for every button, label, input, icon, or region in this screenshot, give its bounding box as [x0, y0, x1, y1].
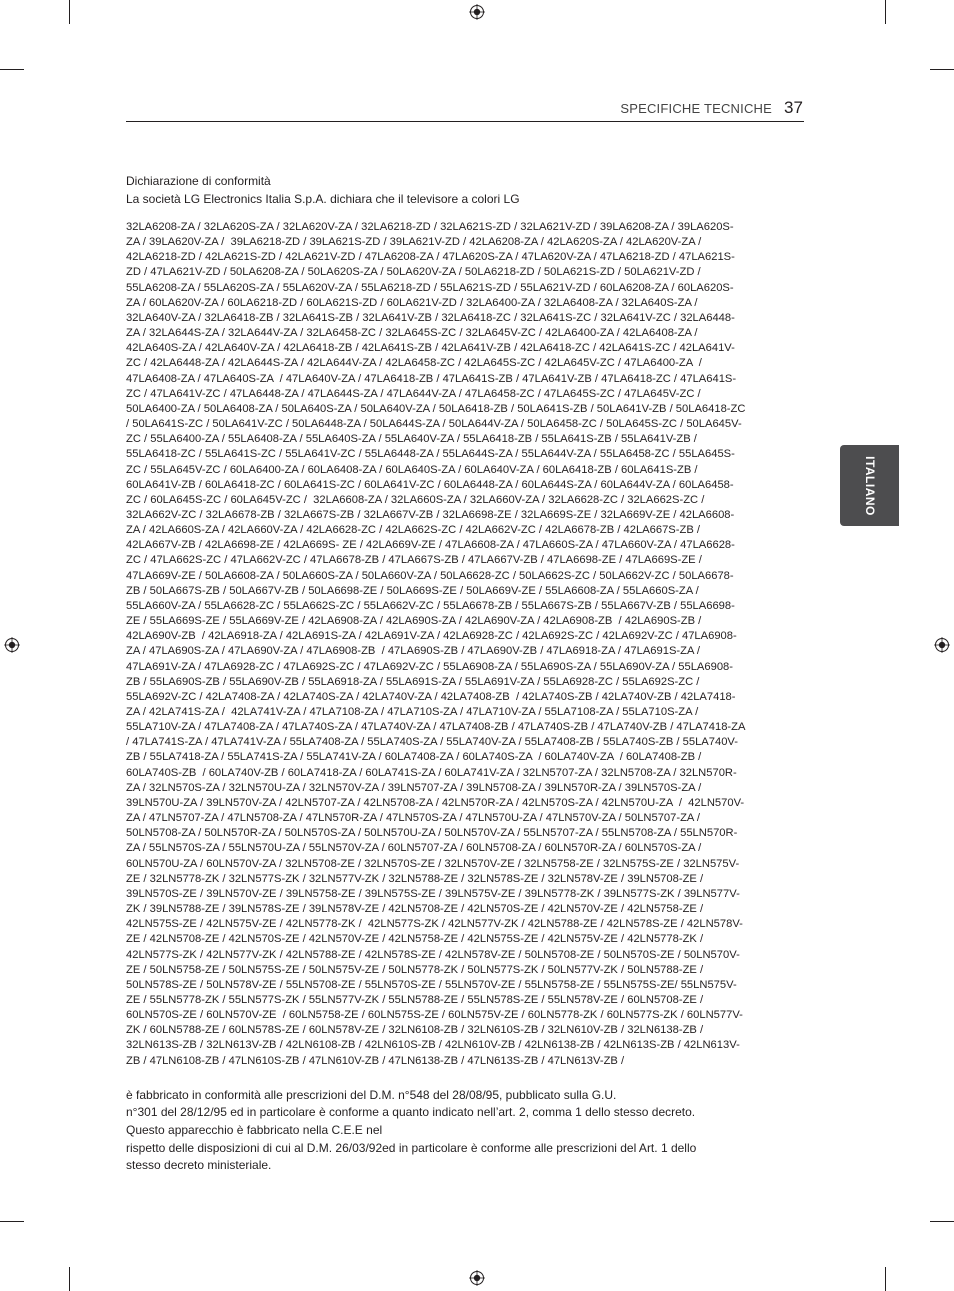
- model-list-line: ZE / 32LN5778-ZK / 32LN577S-ZK / 32LN577V-ZK / 32LN5788-ZE / 32LN578S-ZE / 32LN578V-ZE / 39LN5708-ZE /: [126, 872, 704, 885]
- model-list-line: 55LA6418-ZC / 55LA641S-ZC / 55LA641V-ZC / 55LA6448-ZA / 55LA644S-ZA / 55LA644V-ZA / 55LA6458-ZC / 55LA645S-: [126, 448, 735, 461]
- model-list-line: ZK / 39LN5788-ZE / 39LN578S-ZE / 39LN578V-ZE / 42LN5708-ZE / 42LN570S-ZE / 42LN570V-ZE / 42LN5758-ZE /: [126, 903, 704, 916]
- statement-line: n°301 del 28/12/95 ed in particolare è conforme a quanto indicato nell’art. 2, comma 1 dello stesso decreto.: [126, 1105, 696, 1120]
- model-list-line: ZA / 60LA620V-ZA / 60LA6218-ZD / 60LA621S-ZD / 60LA621V-ZD / 32LA6400-ZA / 32LA6408-ZA / 32LA640S-ZA /: [126, 296, 698, 309]
- model-list-line: 39LN570S-ZE / 39LN570V-ZE / 39LN5758-ZE / 39LN575S-ZE / 39LN575V-ZE / 39LN5778-ZK / 39LN577S-ZK / 39LN577V-: [126, 887, 740, 900]
- crop-mark: [930, 1221, 954, 1222]
- language-tab: [840, 445, 899, 526]
- model-list-line: ZK / 60LN5788-ZE / 60LN578S-ZE / 60LN578V-ZE / 32LN6108-ZB / 32LN610S-ZB / 32LN610V-ZB / 32LN6138-ZB /: [126, 1024, 704, 1037]
- registration-mark-icon: [934, 637, 950, 653]
- model-list-line: 50LN5708-ZA / 50LN570R-ZA / 50LN570S-ZA / 50LN570U-ZA / 50LN570V-ZA / 55LN5707-ZA / 55LN5708-ZA / 55LN570R-: [126, 827, 738, 840]
- crop-mark: [930, 69, 954, 70]
- model-list-line: 47LA6408-ZA / 47LA640S-ZA / 47LA640V-ZA / 47LA6418-ZB / 47LA641S-ZB / 47LA641V-ZB / 47LA6418-ZC / 47LA641S-: [126, 372, 737, 385]
- model-list-line: ZE / 55LN5778-ZK / 55LN577S-ZK / 55LN577V-ZK / 55LN5788-ZE / 55LN578S-ZE / 55LN578V-ZE / 60LN5708-ZE /: [126, 993, 704, 1006]
- model-list-line: ZE / 42LN5708-ZE / 42LN570S-ZE / 42LN570V-ZE / 42LN5758-ZE / 42LN575S-ZE / 42LN575V-ZE / 42LN5778-ZK /: [126, 933, 704, 946]
- statement-line: è fabbricato in conformità alle prescrizioni del D.M. n°548 del 28/08/95, pubblicato sulla G.U.: [126, 1087, 617, 1102]
- declaration-title: Dichiarazione di conformità: [126, 174, 271, 188]
- model-list-line: 42LA690V-ZB / 42LA6918-ZA / 42LA691S-ZA / 42LA691V-ZA / 42LA6928-ZC / 42LA692S-ZC / 42LA692V-ZC / 47LA6908-: [126, 630, 737, 643]
- declaration-intro: La società LG Electronics Italia S.p.A. dichiara che il televisore a colori LG: [126, 192, 520, 206]
- model-list: [126, 220, 810, 1069]
- model-list-line: 60LA740S-ZB / 60LA740V-ZB / 60LA7418-ZA / 60LA741S-ZA / 60LA741V-ZA / 32LN5707-ZA / 32LN5708-ZA / 32LN570R-: [126, 766, 737, 779]
- model-list-line: 42LA6218-ZD / 42LA621S-ZD / 42LA621V-ZD / 47LA6208-ZA / 47LA620S-ZA / 47LA620V-ZA / 47LA6218-ZD / 47LA621S-: [126, 251, 735, 264]
- model-list-line: 42LN575S-ZE / 42LN575V-ZE / 42LN5778-ZK / 42LN577S-ZK / 42LN577V-ZK / 42LN5788-ZE / 42LN578S-ZE / 42LN578V-: [126, 918, 743, 931]
- model-list-line: 32LA640V-ZA / 32LA6418-ZB / 32LA641S-ZB / 32LA641V-ZB / 32LA6418-ZC / 32LA641S-ZC / 32LA641V-ZC / 32LA6448-: [126, 311, 735, 324]
- model-list-line: 50LN578S-ZE / 50LN578V-ZE / 55LN5708-ZE / 55LN570S-ZE / 55LN570V-ZE / 55LN5758-ZE / 55LN575S-ZE/ 55LN575V-: [126, 978, 737, 991]
- model-list-line: 32LA6208-ZA / 32LA620S-ZA / 32LA620V-ZA / 32LA6218-ZD / 32LA621S-ZD / 32LA621V-ZD / 39LA6208-ZA / 39LA620S-: [126, 221, 734, 233]
- model-list-line: 55LA692V-ZC / 42LA7408-ZA / 42LA740S-ZA / 42LA740V-ZA / 42LA7408-ZB / 42LA740S-ZB / 42LA740V-ZB / 42LA7418-: [126, 690, 736, 703]
- model-list-line: 55LA660V-ZA / 55LA6628-ZC / 55LA662S-ZC / 55LA662V-ZC / 55LA6678-ZB / 55LA667S-ZB / 55LA667V-ZB / 55LA6698-: [126, 599, 735, 612]
- model-list-line: ZC / 55LA645V-ZC / 60LA6400-ZA / 60LA6408-ZA / 60LA640S-ZA / 60LA640V-ZA / 60LA6418-ZB / 60LA641S-ZB /: [126, 463, 698, 476]
- model-list-line: ZD / 47LA621V-ZD / 50LA6208-ZA / 50LA620S-ZA / 50LA620V-ZA / 50LA6218-ZD / 50LA621S-ZD / 50LA621V-ZD /: [126, 266, 701, 279]
- statement-line: Questo apparecchio è fabbricato nella C.E.E nel: [126, 1122, 383, 1137]
- model-list-line: ZA / 42LA660S-ZA / 42LA660V-ZA / 42LA6628-ZC / 42LA662S-ZC / 42LA662V-ZC / 42LA6678-ZB / 42LA667S-ZB /: [126, 524, 701, 537]
- language-tab-label: ITALIANO: [862, 455, 877, 516]
- crop-mark: [0, 1221, 24, 1222]
- model-list-line: / 47LA741S-ZA / 47LA741V-ZA / 55LA7408-ZA / 55LA740S-ZA / 55LA740V-ZA / 55LA7408-ZB / 55LA740S-ZB / 55LA740V-: [126, 736, 738, 749]
- model-list-line: ZB / 55LA690S-ZB / 55LA690V-ZB / 55LA6918-ZA / 55LA691S-ZA / 55LA691V-ZA / 55LA6928-ZC / 55LA692S-ZC /: [126, 675, 700, 688]
- model-list-line: 39LN570U-ZA / 39LN570V-ZA / 42LN5707-ZA / 42LN5708-ZA / 42LN570R-ZA / 42LN570S-ZA / 42LN570U-ZA / 42LN570V-: [126, 796, 745, 809]
- model-list-line: 60LN570S-ZE / 60LN570V-ZE / 60LN5758-ZE / 60LN575S-ZE / 60LN575V-ZE / 60LN5778-ZK / 60LN577S-ZK / 60LN577V-: [126, 1009, 743, 1022]
- crop-mark: [885, 0, 886, 24]
- registration-mark-icon: [469, 1270, 485, 1286]
- model-list-line: ZA / 42LA741S-ZA / 42LA741V-ZA / 47LA7108-ZA / 47LA710S-ZA / 47LA710V-ZA / 55LA7108-ZA / 55LA710S-ZA /: [126, 706, 699, 718]
- model-list-line: 47LA691V-ZA / 47LA6928-ZC / 47LA692S-ZC / 47LA692V-ZC / 55LA6908-ZA / 55LA690S-ZA / 55LA690V-ZA / 55LA6908-: [126, 660, 733, 673]
- model-list-line: 42LA640S-ZA / 42LA640V-ZA / 42LA6418-ZB / 42LA641S-ZB / 42LA641V-ZB / 42LA6418-ZC / 42LA641S-ZC / 42LA641V-: [126, 342, 735, 355]
- model-list-line: ZE / 55LA669S-ZE / 55LA669V-ZE / 42LA6908-ZA / 42LA690S-ZA / 42LA690V-ZA / 42LA6908-ZB / 42LA690S-ZB /: [126, 615, 702, 628]
- model-list-line: ZB / 50LA667S-ZB / 50LA667V-ZB / 50LA6698-ZE / 50LA669S-ZE / 50LA669V-ZE / 55LA6608-ZA / 55LA660S-ZA /: [126, 584, 699, 597]
- model-list-line: 60LN570U-ZA / 60LN570V-ZA / 32LN5708-ZE / 32LN570S-ZE / 32LN570V-ZE / 32LN5758-ZE / 32LN575S-ZE / 32LN575V-: [126, 857, 740, 870]
- model-list-line: 42LA667V-ZB / 42LA6698-ZE / 42LA669S- ZE / 42LA669V-ZE / 47LA6608-ZA / 47LA660S-ZA / 47LA660V-ZA / 47LA6628-: [126, 539, 735, 552]
- model-list-line: 55LA710V-ZA / 47LA7408-ZA / 47LA740S-ZA / 47LA740V-ZA / 47LA7408-ZB / 47LA740S-ZB / 47LA740V-ZB / 47LA7418-ZA: [126, 721, 746, 734]
- model-list-line: ZC / 60LA645S-ZC / 60LA645V-ZC / 32LA6608-ZA / 32LA660S-ZA / 32LA660V-ZA / 32LA6628-ZC / 32LA662S-ZC /: [126, 493, 705, 506]
- model-list-line: 42LN577S-ZK / 42LN577V-ZK / 42LN5788-ZE / 42LN578S-ZE / 42LN578V-ZE / 50LN5708-ZE / 50LN570S-ZE / 50LN570V-: [126, 948, 740, 961]
- model-list-line: ZA / 47LN5707-ZA / 47LN5708-ZA / 47LN570R-ZA / 47LN570S-ZA / 47LN570U-ZA / 47LN570V-ZA / 50LN5707-ZA /: [126, 812, 700, 825]
- registration-mark-icon: [469, 4, 485, 20]
- model-list-line: 60LA641V-ZB / 60LA6418-ZC / 60LA641S-ZC / 60LA641V-ZC / 60LA6448-ZA / 60LA644S-ZA / 60LA644V-ZA / 60LA6458-: [126, 478, 734, 491]
- registration-mark-icon: [4, 637, 20, 653]
- model-list-line: ZC / 47LA662S-ZC / 47LA662V-ZC / 47LA6678-ZB / 47LA667S-ZB / 47LA667V-ZB / 47LA6698-ZE / 47LA669S-ZE /: [126, 554, 702, 567]
- conformity-statement: [126, 1087, 810, 1175]
- declaration-content: [126, 172, 810, 1175]
- statement-line: stesso decreto ministeriale.: [126, 1158, 272, 1173]
- crop-mark: [69, 0, 70, 24]
- model-list-line: ZA / 32LN570S-ZA / 32LN570U-ZA / 32LN570V-ZA / 39LN5707-ZA / 39LN5708-ZA / 39LN570R-ZA / 39LN570S-ZA /: [126, 781, 702, 794]
- model-list-line: ZB / 47LN6108-ZB / 47LN610S-ZB / 47LN610V-ZB / 47LN6138-ZB / 47LN613S-ZB / 47LN613V-ZB /: [126, 1054, 625, 1067]
- model-list-line: ZA / 39LA620V-ZA / 39LA6218-ZD / 39LA621S-ZD / 39LA621V-ZD / 42LA6208-ZA / 42LA620S-ZA / 42LA620V-ZA /: [126, 236, 702, 249]
- model-list-line: ZE / 50LN5758-ZE / 50LN575S-ZE / 50LN575V-ZE / 50LN5778-ZK / 50LN577S-ZK / 50LN577V-ZK / 50LN5788-ZE /: [126, 963, 704, 976]
- statement-line: rispetto delle disposizioni di cui al D.M. 26/03/92ed in particolare è conforme alle prescrizioni del Art. 1 dello: [126, 1140, 697, 1155]
- crop-mark: [69, 1267, 70, 1291]
- model-list-line: ZA / 47LA690S-ZA / 47LA690V-ZA / 47LA6908-ZB / 47LA690S-ZB / 47LA690V-ZB / 47LA6918-ZA / 47LA691S-ZA /: [126, 645, 701, 658]
- model-list-line: 47LA669V-ZE / 50LA6608-ZA / 50LA660S-ZA / 50LA660V-ZA / 50LA6628-ZC / 50LA662S-ZC / 50LA662V-ZC / 50LA6678-: [126, 569, 734, 582]
- model-list-line: ZC / 55LA6400-ZA / 55LA6408-ZA / 55LA640S-ZA / 55LA640V-ZA / 55LA6418-ZB / 55LA641S-ZB / 55LA641V-ZB /: [126, 433, 697, 446]
- model-list-line: ZC / 42LA6448-ZA / 42LA644S-ZA / 42LA644V-ZA / 42LA6458-ZC / 42LA645S-ZC / 42LA645V-ZC / 47LA6400-ZA /: [126, 357, 702, 370]
- model-list-line: 50LA6400-ZA / 50LA6408-ZA / 50LA640S-ZA / 50LA640V-ZA / 50LA6418-ZB / 50LA641S-ZB / 50LA641V-ZB / 50LA6418-ZC: [126, 402, 746, 415]
- model-list-line: 55LA6208-ZA / 55LA620S-ZA / 55LA620V-ZA / 55LA6218-ZD / 55LA621S-ZD / 55LA621V-ZD / 60LA6208-ZA / 60LA620S-: [126, 281, 734, 294]
- header-divider: [126, 121, 804, 122]
- model-list-line: ZB / 55LA7418-ZA / 55LA741S-ZA / 55LA741V-ZA / 60LA7408-ZA / 60LA740S-ZA / 60LA740V-ZA / 60LA7408-ZB /: [126, 751, 702, 764]
- model-list-line: ZC / 47LA641V-ZC / 47LA6448-ZA / 47LA644S-ZA / 47LA644V-ZA / 47LA6458-ZC / 47LA645S-ZC / 47LA645V-ZC /: [126, 387, 701, 400]
- model-list-line: / 50LA641S-ZC / 50LA641V-ZC / 50LA6448-ZA / 50LA644S-ZA / 50LA644V-ZA / 50LA6458-ZC / 50LA645S-ZC / 50LA645V-: [126, 418, 742, 431]
- section-title: SPECIFICHE TECNICHE: [620, 101, 772, 116]
- crop-mark: [885, 1267, 886, 1291]
- model-list-line: ZA / 32LA644S-ZA / 32LA644V-ZA / 32LA6458-ZC / 32LA645S-ZC / 32LA645V-ZC / 42LA6400-ZA / 42LA6408-ZA /: [126, 327, 698, 340]
- model-list-line: 32LA662V-ZC / 32LA6678-ZB / 32LA667S-ZB / 32LA667V-ZB / 32LA6698-ZE / 32LA669S-ZE / 32LA669V-ZE / 42LA6608-: [126, 508, 735, 521]
- page-number: 37: [784, 98, 803, 117]
- model-list-line: 32LN613S-ZB / 32LN613V-ZB / 42LN6108-ZB / 42LN610S-ZB / 42LN610V-ZB / 42LN6138-ZB / 42LN613S-ZB / 42LN613V-: [126, 1039, 740, 1052]
- model-list-line: ZA / 55LN570S-ZA / 55LN570U-ZA / 55LN570V-ZA / 60LN5707-ZA / 60LN5708-ZA / 60LN570R-ZA / 60LN570S-ZA /: [126, 842, 702, 855]
- crop-mark: [0, 69, 24, 70]
